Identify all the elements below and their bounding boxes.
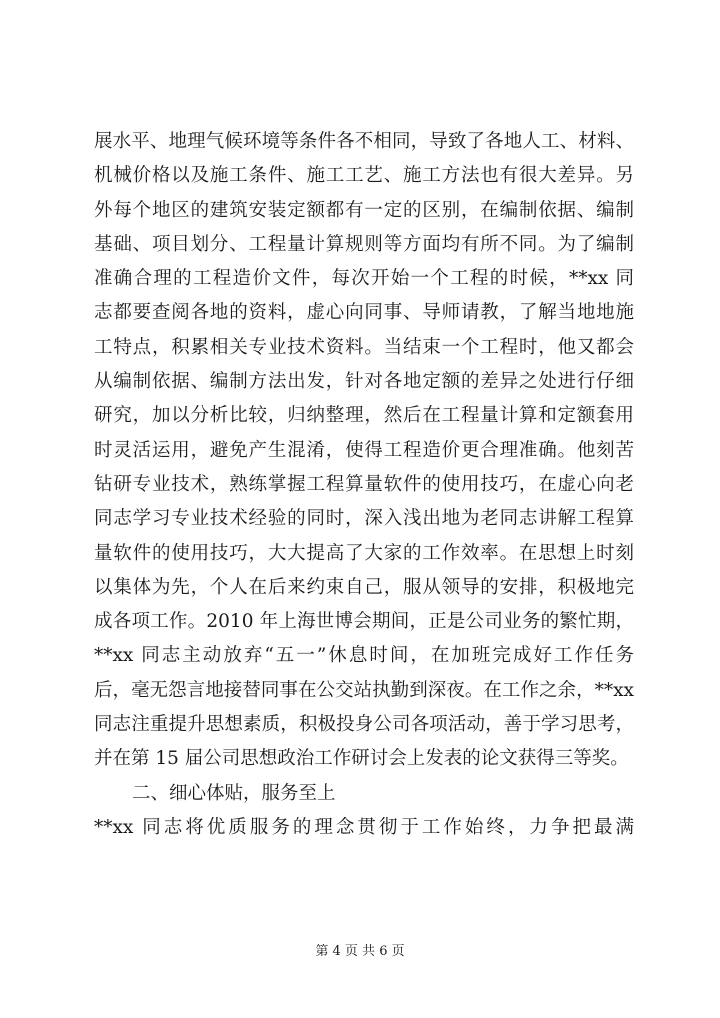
paragraph-line: 时灵活运用，避免产生混淆，使得工程造价更合理准确。他刻苦 — [94, 439, 634, 461]
paragraph-line: 并在第 15 届公司思想政治工作研讨会上发表的论文获得三等奖。 — [94, 748, 629, 770]
paragraph-line: 从编制依据、编制方法出发，针对各地定额的差异之处进行仔细 — [94, 371, 634, 393]
paragraph-line: 后，毫无怨言地接替同事在公交站执勤到深夜。在工作之余，**xx — [94, 679, 634, 701]
paragraph-line: 基础、项目划分、工程量计算规则等方面均有所不同。为了编制 — [94, 233, 634, 255]
paragraph-line: 机械价格以及施工条件、施工工艺、施工方法也有很大差异。另 — [94, 165, 634, 187]
paragraph-line: 研究，加以分析比较，归纳整理，然后在工程量计算和定额套用 — [94, 405, 634, 427]
paragraph-line: 工特点，积累相关专业技术资料。当结束一个工程时，他又都会 — [94, 336, 634, 358]
body-text — [94, 125, 634, 845]
paragraph-line: 准确合理的工程造价文件，每次开始一个工程的时候，**xx 同 — [94, 268, 634, 290]
paragraph-line: 同志注重提升思想素质，积极投身公司各项活动，善于学习思考， — [94, 714, 634, 736]
paragraph-line: 量软件的使用技巧，大大提高了大家的工作效率。在思想上时刻 — [94, 542, 634, 564]
paragraph-line: **xx 同志主动放弃“五一”休息时间，在加班完成好工作任务 — [94, 645, 634, 667]
paragraph-line: 以集体为先，个人在后来约束自己，服从领导的安排，积极地完 — [94, 576, 634, 598]
paragraph-line: 同志学习专业技术经验的同时，深入浅出地为老同志讲解工程算 — [94, 508, 634, 530]
paragraph-line: **xx 同志将优质服务的理念贯彻于工作始终，力争把最满 — [94, 816, 634, 838]
section-heading: 二、细心体贴，服务至上 — [132, 782, 336, 804]
paragraph-line: 展水平、地理气候环境等条件各不相同，导致了各地人工、材料、 — [94, 131, 634, 152]
paragraph-line: 外每个地区的建筑安装定额都有一定的区别，在编制依据、编制 — [94, 199, 634, 221]
page-footer: 第 4 页 共 6 页 — [315, 944, 405, 959]
paragraph-line: 成各项工作。2010 年上海世博会期间，正是公司业务的繁忙期， — [94, 611, 634, 633]
paragraph-line: 钻研专业技术，熟练掌握工程算量软件的使用技巧，在虚心向老 — [94, 473, 634, 495]
paragraph-line: 志都要查阅各地的资料，虚心向同事、导师请教，了解当地地施 — [94, 302, 634, 324]
